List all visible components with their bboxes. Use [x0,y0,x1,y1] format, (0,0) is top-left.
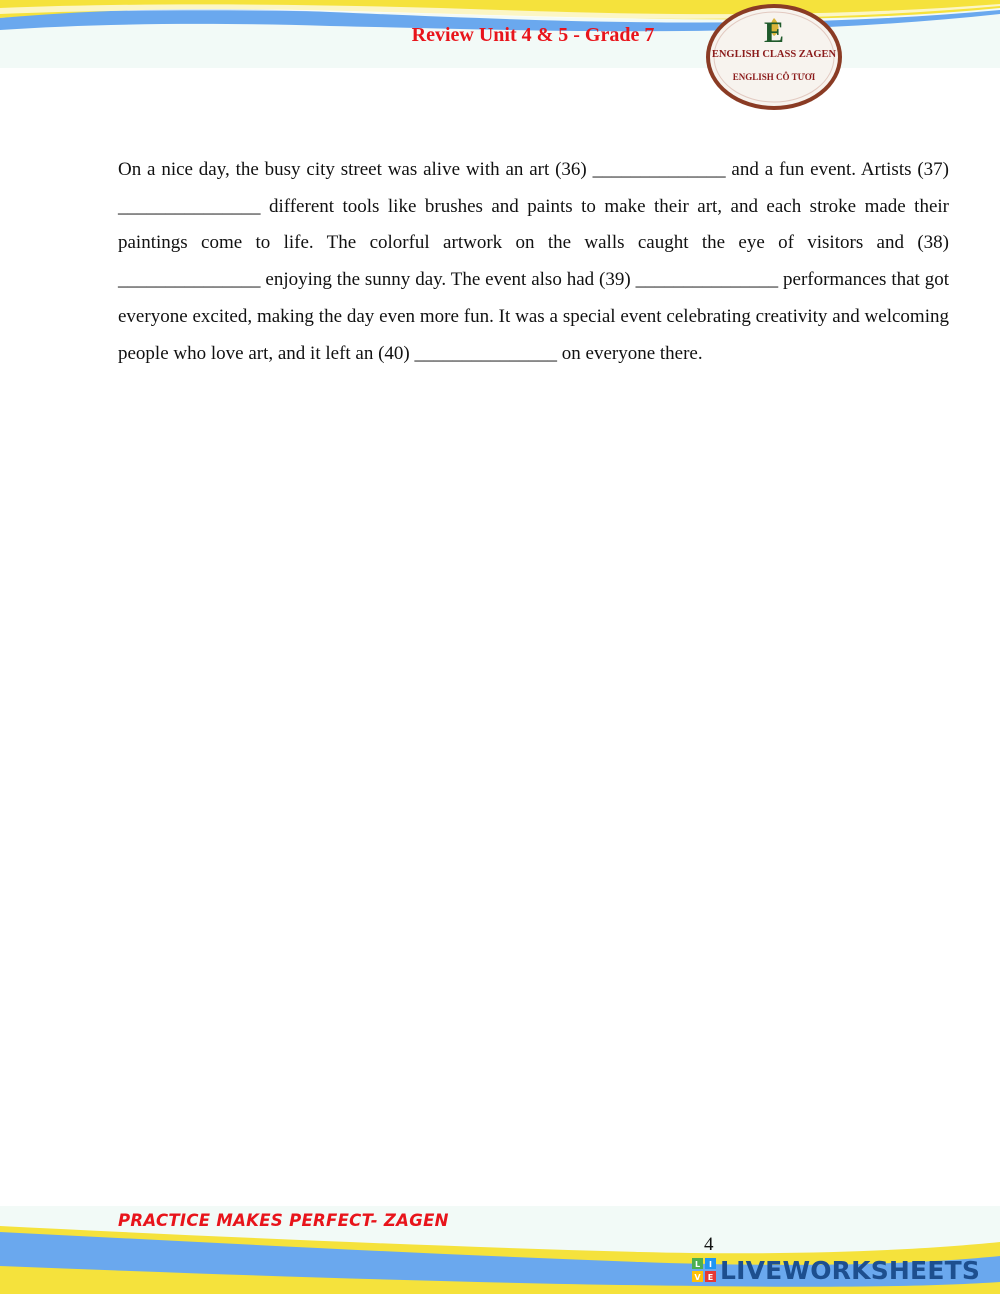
logo-line-2: ENGLISH CÔ TƯƠI [732,72,816,82]
liveworksheets-brand[interactable] [692,1254,980,1286]
liveworksheets-wordmark: LIVEWORKSHEETS [720,1255,981,1285]
page-title: Review Unit 4 & 5 - Grade 7 [411,24,655,46]
brand-logo [704,2,844,112]
logo-icon-letter-v: V [694,1273,701,1282]
page-number: 4 [704,1234,714,1255]
logo-icon-letter-l: L [694,1260,701,1269]
logo-icon-letter-i: I [709,1260,712,1269]
footer-motto: PRACTICE MAKES PERFECT- ZAGEN [118,1211,449,1230]
logo-letter: E [763,16,784,49]
logo-icon-letter-e: E [707,1273,714,1282]
liveworksheets-logo-icon [692,1258,716,1282]
logo-line-1: ENGLISH CLASS ZAGEN [711,49,837,60]
reading-passage: On a nice day, the busy city street was alive with an art (36) ______________ and a fun event. Artists (37) _______________ different tools like brushes and paints to make their art, and each stroke made their paintings come to life. The colorful artwork on the walls caught the eye of visitors and (38) _______________ enjoying the sunny day. The event also had (39) _______________ performances that got everyone excited, making the day even more fun. It was a special event celebrating creativity and welcoming people who love art, and it left an (40) _______________ on everyone there. [118,159,949,364]
